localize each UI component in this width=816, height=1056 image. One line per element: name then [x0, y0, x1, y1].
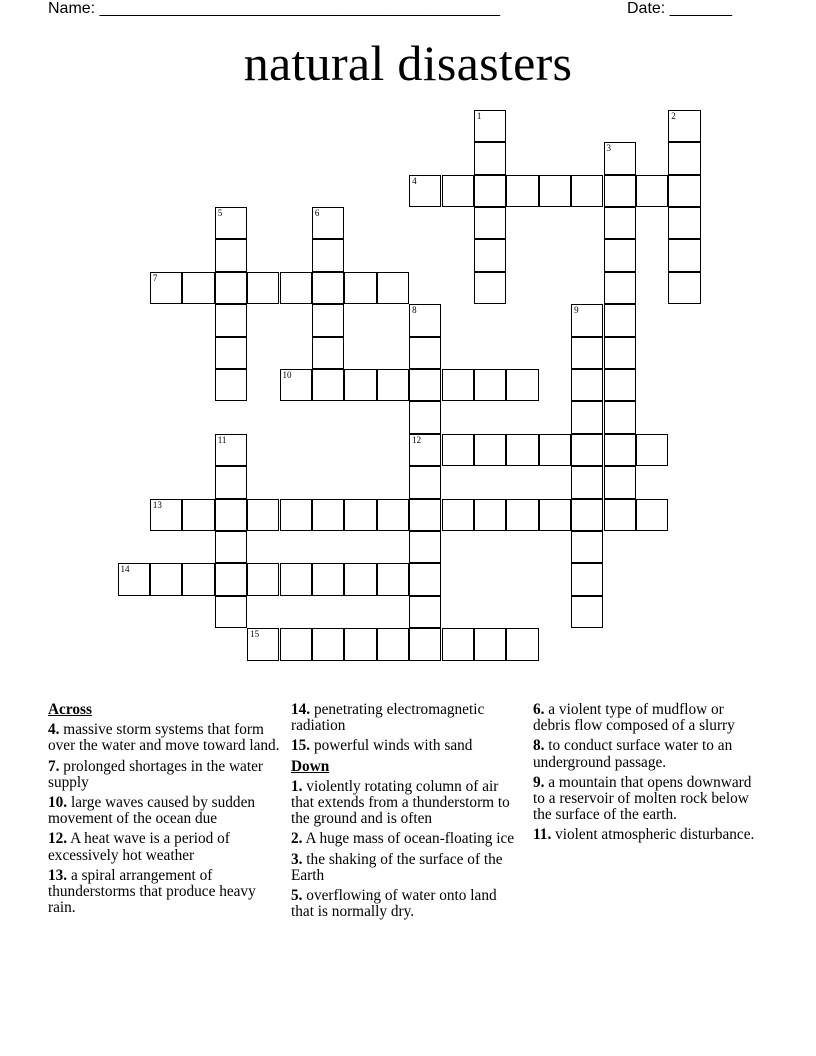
crossword-cell[interactable] [604, 142, 636, 174]
clue-text: overflowing of water onto land that is normally dry. [291, 887, 497, 921]
crossword-cell[interactable] [571, 466, 603, 498]
crossword-cell[interactable] [571, 304, 603, 336]
clue-number-label: 13. [48, 866, 68, 884]
crossword-cell[interactable] [409, 369, 441, 401]
clue-number-label: 5. [291, 887, 303, 905]
crossword-cell[interactable] [312, 304, 344, 336]
crossword-cell[interactable] [312, 337, 344, 369]
crossword-cell[interactable] [215, 499, 247, 531]
crossword-cell[interactable] [506, 175, 538, 207]
crossword-cell[interactable] [604, 337, 636, 369]
crossword-cell[interactable] [215, 272, 247, 304]
clue-text: prolonged shortages in the water supply [48, 757, 263, 791]
clue-item [291, 852, 523, 884]
across-heading: Across [48, 701, 92, 718]
crossword-cell[interactable] [474, 628, 506, 660]
crossword-cell[interactable] [636, 175, 668, 207]
crossword-cell[interactable] [604, 466, 636, 498]
crossword-cell[interactable] [571, 337, 603, 369]
clue-text: the shaking of the surface of the Earth [291, 850, 503, 884]
down-clue-list-continued [533, 702, 759, 844]
crossword-cell[interactable] [280, 499, 312, 531]
crossword-cell[interactable] [474, 434, 506, 466]
crossword-cell[interactable] [150, 563, 182, 595]
crossword-cell[interactable] [215, 207, 247, 239]
crossword-cell[interactable] [506, 369, 538, 401]
crossword-cell[interactable] [604, 304, 636, 336]
crossword-cell[interactable] [280, 272, 312, 304]
crossword-cell[interactable] [668, 110, 700, 142]
clue-number-label: 3. [291, 850, 303, 868]
crossword-cell[interactable] [539, 175, 571, 207]
clue-number-label: 7. [48, 757, 60, 775]
clue-text: a violent type of mudflow or debris flow composed of a slurry [533, 701, 735, 735]
header-row [48, 0, 748, 20]
date-field[interactable]: Date: _______ [627, 0, 732, 17]
crossword-cell[interactable] [312, 563, 344, 595]
crossword-cell[interactable] [604, 272, 636, 304]
crossword-cell[interactable] [344, 628, 376, 660]
crossword-cell[interactable] [312, 499, 344, 531]
clue-item [48, 831, 280, 863]
crossword-cell[interactable] [247, 499, 279, 531]
clue-number: 9 [574, 305, 579, 316]
clue-number-label: 8. [533, 737, 545, 755]
clue-number: 15 [250, 629, 260, 640]
crossword-cell[interactable] [442, 175, 474, 207]
clue-text: massive storm systems that form over the water and move toward land. [48, 721, 280, 755]
crossword-cell[interactable] [409, 499, 441, 531]
crossword-cell[interactable] [409, 596, 441, 628]
crossword-cell[interactable] [409, 563, 441, 595]
clue-text: a mountain that opens downward to a reservoir of molten rock below the surface of the earth. [533, 773, 752, 824]
crossword-cell[interactable] [280, 563, 312, 595]
clue-text: a spiral arrangement of thunderstorms that produce heavy rain. [48, 866, 256, 917]
crossword-cell[interactable] [215, 369, 247, 401]
crossword-cell[interactable] [442, 499, 474, 531]
crossword-cell[interactable] [571, 175, 603, 207]
clue-number-label: 11. [533, 826, 552, 844]
crossword-cell[interactable] [571, 434, 603, 466]
clue-number: 1 [476, 110, 482, 121]
crossword-cell[interactable] [571, 401, 603, 433]
crossword-cell[interactable] [604, 207, 636, 239]
crossword-cell[interactable] [409, 401, 441, 433]
crossword-cell[interactable] [474, 499, 506, 531]
clue-text: violent atmospheric disturbance. [551, 826, 755, 844]
crossword-cell[interactable] [668, 207, 700, 239]
crossword-cell[interactable] [571, 499, 603, 531]
down-heading: Down [291, 757, 330, 775]
clue-number: 2 [671, 110, 676, 121]
crossword-cell[interactable] [215, 239, 247, 271]
crossword-cell[interactable] [668, 175, 700, 207]
clue-number-label: 4. [48, 721, 60, 739]
crossword-cell[interactable] [474, 272, 506, 304]
crossword-cell[interactable] [604, 369, 636, 401]
crossword-cell[interactable] [312, 272, 344, 304]
crossword-cell[interactable] [344, 499, 376, 531]
crossword-cell[interactable] [280, 369, 312, 401]
crossword-cell[interactable] [247, 628, 279, 660]
crossword-cell[interactable] [604, 401, 636, 433]
crossword-cell[interactable] [442, 434, 474, 466]
clue-number: 4 [412, 175, 417, 186]
crossword-cell[interactable] [409, 337, 441, 369]
crossword-cell[interactable] [377, 499, 409, 531]
crossword-cell[interactable] [312, 628, 344, 660]
name-field[interactable]: Name: _____________________________________________ [48, 0, 500, 17]
crossword-cell[interactable] [604, 499, 636, 531]
crossword-cell[interactable] [409, 466, 441, 498]
crossword-cell[interactable] [571, 596, 603, 628]
clues-column-1 [48, 702, 280, 920]
clue-text: penetrating electromagnetic radiation [291, 701, 485, 735]
clue-item [48, 795, 280, 827]
clue-item [291, 888, 523, 920]
crossword-cell[interactable] [280, 628, 312, 660]
clue-text: to conduct surface water to an underground passage. [533, 737, 733, 771]
crossword-cell[interactable] [215, 434, 247, 466]
crossword-cell[interactable] [409, 628, 441, 660]
clue-number: 8 [412, 305, 417, 316]
crossword-cell[interactable] [409, 434, 441, 466]
crossword-cell[interactable] [474, 110, 506, 142]
crossword-cell[interactable] [474, 239, 506, 271]
across-clue-list [48, 722, 280, 916]
crossword-cell[interactable] [474, 369, 506, 401]
crossword-cell[interactable] [539, 434, 571, 466]
crossword-cell[interactable] [604, 175, 636, 207]
crossword-cell[interactable] [344, 272, 376, 304]
crossword-cell[interactable] [377, 628, 409, 660]
crossword-cell[interactable] [150, 272, 182, 304]
crossword-cell[interactable] [668, 239, 700, 271]
clue-text: violently rotating column of air that extends from a thunderstorm to the ground and is often [291, 777, 510, 828]
clue-number-label: 10. [48, 794, 68, 812]
clue-number: 13 [152, 499, 162, 510]
clue-text: A heat wave is a period of excessively hot weather [48, 830, 230, 864]
crossword-cell[interactable] [636, 434, 668, 466]
crossword-cell[interactable] [442, 369, 474, 401]
clue-number: 7 [152, 272, 158, 283]
across-clue-list-continued [291, 702, 523, 755]
clue-number: 6 [314, 208, 320, 218]
crossword-cell[interactable] [312, 239, 344, 271]
crossword-cell[interactable] [409, 531, 441, 563]
clue-number-label: 6. [533, 701, 545, 718]
clue-item [291, 702, 523, 734]
clue-number: 5 [217, 208, 223, 218]
crossword-cell[interactable] [571, 369, 603, 401]
page-title: natural disasters [243, 35, 573, 91]
crossword-cell[interactable] [571, 531, 603, 563]
crossword-cell[interactable] [215, 466, 247, 498]
crossword-cell[interactable] [312, 207, 344, 239]
crossword-cell[interactable] [604, 239, 636, 271]
crossword-cell[interactable] [215, 563, 247, 595]
crossword-cell[interactable] [668, 272, 700, 304]
crossword-cell[interactable] [474, 175, 506, 207]
clue-text: A huge mass of ocean-floating ice [302, 830, 515, 848]
clue-item [533, 775, 759, 824]
clue-item [48, 722, 280, 754]
crossword-cell[interactable] [247, 563, 279, 595]
clue-number: 14 [120, 564, 130, 575]
clue-number: 11 [217, 434, 227, 445]
crossword-cell[interactable] [636, 499, 668, 531]
clue-text: powerful winds with sand [310, 737, 473, 755]
crossword-cell[interactable] [474, 142, 506, 174]
crossword-cell[interactable] [506, 499, 538, 531]
clue-number-label: 9. [533, 773, 545, 791]
clue-item [291, 779, 523, 828]
crossword-cell[interactable] [506, 434, 538, 466]
crossword-cell[interactable] [344, 369, 376, 401]
crossword-cell[interactable] [571, 563, 603, 595]
crossword-cell[interactable] [668, 142, 700, 174]
crossword-cell[interactable] [474, 207, 506, 239]
clue-text: large waves caused by sudden movement of the ocean due [48, 794, 256, 828]
clues-column-2 [291, 702, 523, 924]
clue-number: 3 [606, 143, 611, 154]
crossword-cell[interactable] [539, 499, 571, 531]
clue-number: 12 [412, 434, 422, 445]
crossword-cell[interactable] [215, 337, 247, 369]
crossword-cell[interactable] [182, 272, 214, 304]
crossword-cell[interactable] [215, 304, 247, 336]
crossword-cell[interactable] [506, 628, 538, 660]
crossword-cell[interactable] [150, 499, 182, 531]
crossword-cell[interactable] [409, 304, 441, 336]
clue-item [533, 738, 759, 770]
crossword-cell[interactable] [247, 272, 279, 304]
crossword-cell[interactable] [215, 596, 247, 628]
clue-item [48, 759, 280, 791]
down-clue-list [291, 779, 523, 921]
crossword-cell[interactable] [118, 563, 150, 595]
clue-number-label: 15. [291, 737, 311, 755]
clue-number-label: 14. [291, 701, 311, 718]
crossword-cell[interactable] [344, 563, 376, 595]
crossword-cell[interactable] [604, 434, 636, 466]
clue-item [291, 831, 523, 847]
crossword-cell[interactable] [377, 369, 409, 401]
crossword-cell[interactable] [215, 531, 247, 563]
clues-column-3 [533, 702, 759, 848]
crossword-cell[interactable] [409, 175, 441, 207]
crossword-cell[interactable] [377, 272, 409, 304]
crossword-cell[interactable] [182, 563, 214, 595]
crossword-cell[interactable] [377, 563, 409, 595]
clue-number-label: 2. [291, 830, 303, 848]
clue-item [533, 702, 759, 734]
clue-number: 10 [282, 370, 292, 380]
clue-item [48, 868, 280, 917]
clue-number-label: 12. [48, 830, 68, 848]
clue-item [291, 738, 523, 754]
clue-number-label: 1. [291, 777, 303, 795]
crossword-cell[interactable] [182, 499, 214, 531]
crossword-cell[interactable] [312, 369, 344, 401]
crossword-cell[interactable] [442, 628, 474, 660]
clue-item [533, 827, 759, 843]
